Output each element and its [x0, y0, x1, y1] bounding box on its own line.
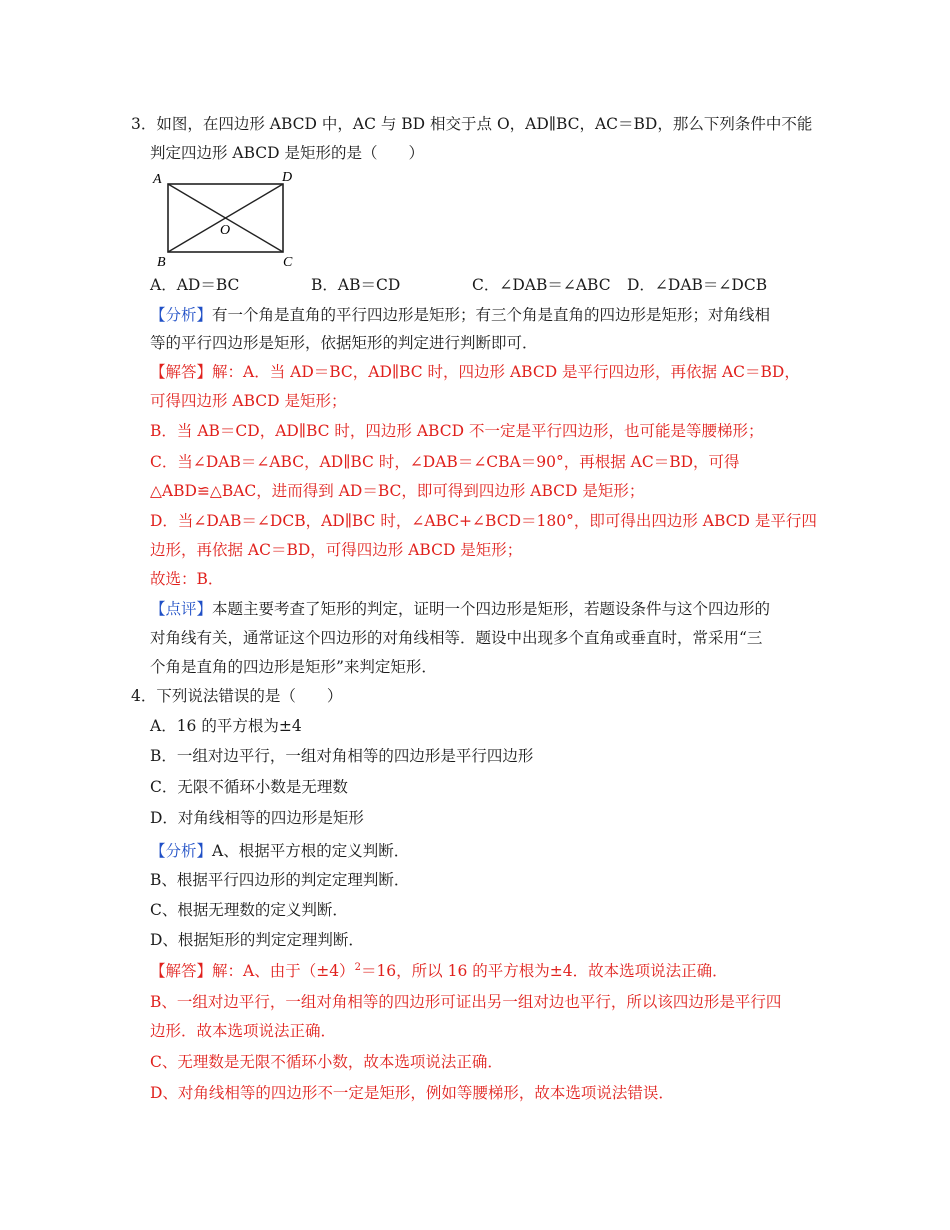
- center-label-o: O: [220, 223, 231, 238]
- q3-answer-line3: B．当 AB＝CD，AD∥BC 时，四边形 ABCD 不一定是平行四边形，也可能是等腰梯形；: [150, 422, 764, 440]
- q3-option-d: D．∠DAB＝∠DCB: [627, 276, 768, 294]
- q3-answer-line2: 可得四边形 ABCD 是矩形；: [150, 392, 347, 410]
- q3-option-c: C．∠DAB＝∠ABC: [472, 276, 611, 294]
- q3-answer-line7: 边形，再依据 AC＝BD，可得四边形 ABCD 是矩形；: [150, 541, 523, 559]
- q3-answer-line6: D．当∠DAB＝∠DCB，AD∥BC 时，∠ABC+∠BCD＝180°，即可得出四边形 ABCD 是平行四: [150, 512, 817, 530]
- q4-option-c: C．无限不循环小数是无理数: [150, 778, 348, 796]
- q3-comment-line2: 对角线有关，通常证这个四边形的对角线相等．题设中出现多个直角或垂直时，常采用“三: [150, 629, 763, 647]
- q4-analysis-line3: C、根据无理数的定义判断．: [150, 901, 348, 919]
- vertex-label-b: B: [157, 255, 166, 270]
- q4-option-d: D．对角线相等的四边形是矩形: [150, 809, 364, 827]
- q3-comment-line3: 个角是直角的四边形是矩形”来判定矩形．: [150, 658, 437, 676]
- q3-answer-line5: △ABD≌△BAC，进而得到 AD＝BC，即可得到四边形 ABCD 是矩形；: [150, 482, 645, 500]
- q3-comment-line1: 【点评】本题主要考查了矩形的判定，证明一个四边形是矩形，若题设条件与这个四边形的: [150, 600, 771, 618]
- q4-answer-line5: D、对角线相等的四边形不一定是矩形，例如等腰梯形，故本选项说法错误．: [150, 1084, 674, 1102]
- comment-tag: 【点评】: [150, 600, 213, 618]
- q4-answer-line4: C、无理数是无限不循环小数，故本选项说法正确．: [150, 1053, 503, 1071]
- q3-stem-line2: 判定四边形 ABCD 是矩形的是（ ）: [150, 144, 425, 162]
- q4-answer-line3: 边形．故本选项说法正确．: [150, 1022, 337, 1040]
- q4-analysis-line2: B、根据平行四边形的判定定理判断．: [150, 871, 410, 889]
- vertex-label-d: D: [282, 170, 293, 185]
- answer-tag: 【解答】: [150, 363, 213, 381]
- q3-option-a: A．AD＝BC: [150, 276, 240, 294]
- q3-analysis-line1: 【分析】有一个角是直角的平行四边形是矩形；有三个角是直角的四边形是矩形；对角线相: [150, 306, 771, 324]
- analysis-tag: 【分析】: [150, 842, 213, 860]
- q4-answer-line2: B、一组对边平行，一组对角相等的四边形可证出另一组对边也平行，所以该四边形是平行四: [150, 993, 782, 1011]
- answer-tag: 【解答】: [150, 962, 213, 980]
- q4-option-b: B．一组对边平行，一组对角相等的四边形是平行四边形: [150, 747, 534, 765]
- q3-stem-line1: 3．如图，在四边形 ABCD 中，AC 与 BD 相交于点 O，AD∥BC，AC＝BD，那么下列条件中不能: [131, 115, 813, 133]
- q3-answer-line1: 【解答】解：A．当 AD＝BC，AD∥BC 时，四边形 ABCD 是平行四边形，再依据 AC＝BD，: [150, 363, 800, 381]
- analysis-tag: 【分析】: [150, 306, 213, 324]
- q3-option-b: B．AB＝CD: [311, 276, 401, 294]
- q4-analysis-line4: D、根据矩形的判定定理判断．: [150, 931, 364, 949]
- vertex-label-a: A: [153, 172, 162, 187]
- q3-analysis-line2: 等的平行四边形是矩形，依据矩形的判定进行判断即可．: [150, 334, 538, 352]
- vertex-label-c: C: [283, 255, 293, 270]
- q4-option-a: A．16 的平方根为±4: [150, 717, 302, 735]
- q3-answer-line4: C．当∠DAB＝∠ABC，AD∥BC 时，∠DAB＝∠CBA＝90°，再根据 AC＝BD，可得: [150, 453, 740, 471]
- q3-rectangle-figure: [150, 166, 300, 270]
- q4-analysis-line1: 【分析】A、根据平方根的定义判断．: [150, 842, 410, 860]
- q3-answer-line8: 故选：B．: [150, 570, 224, 588]
- q4-answer-line1: 【解答】解：A、由于$(\pm 4)^2=16$，所以 16 的平方根为±4．故本选项说法正确．: [150, 961, 728, 980]
- q4-stem: 4．下列说法错误的是（ ）: [131, 687, 343, 705]
